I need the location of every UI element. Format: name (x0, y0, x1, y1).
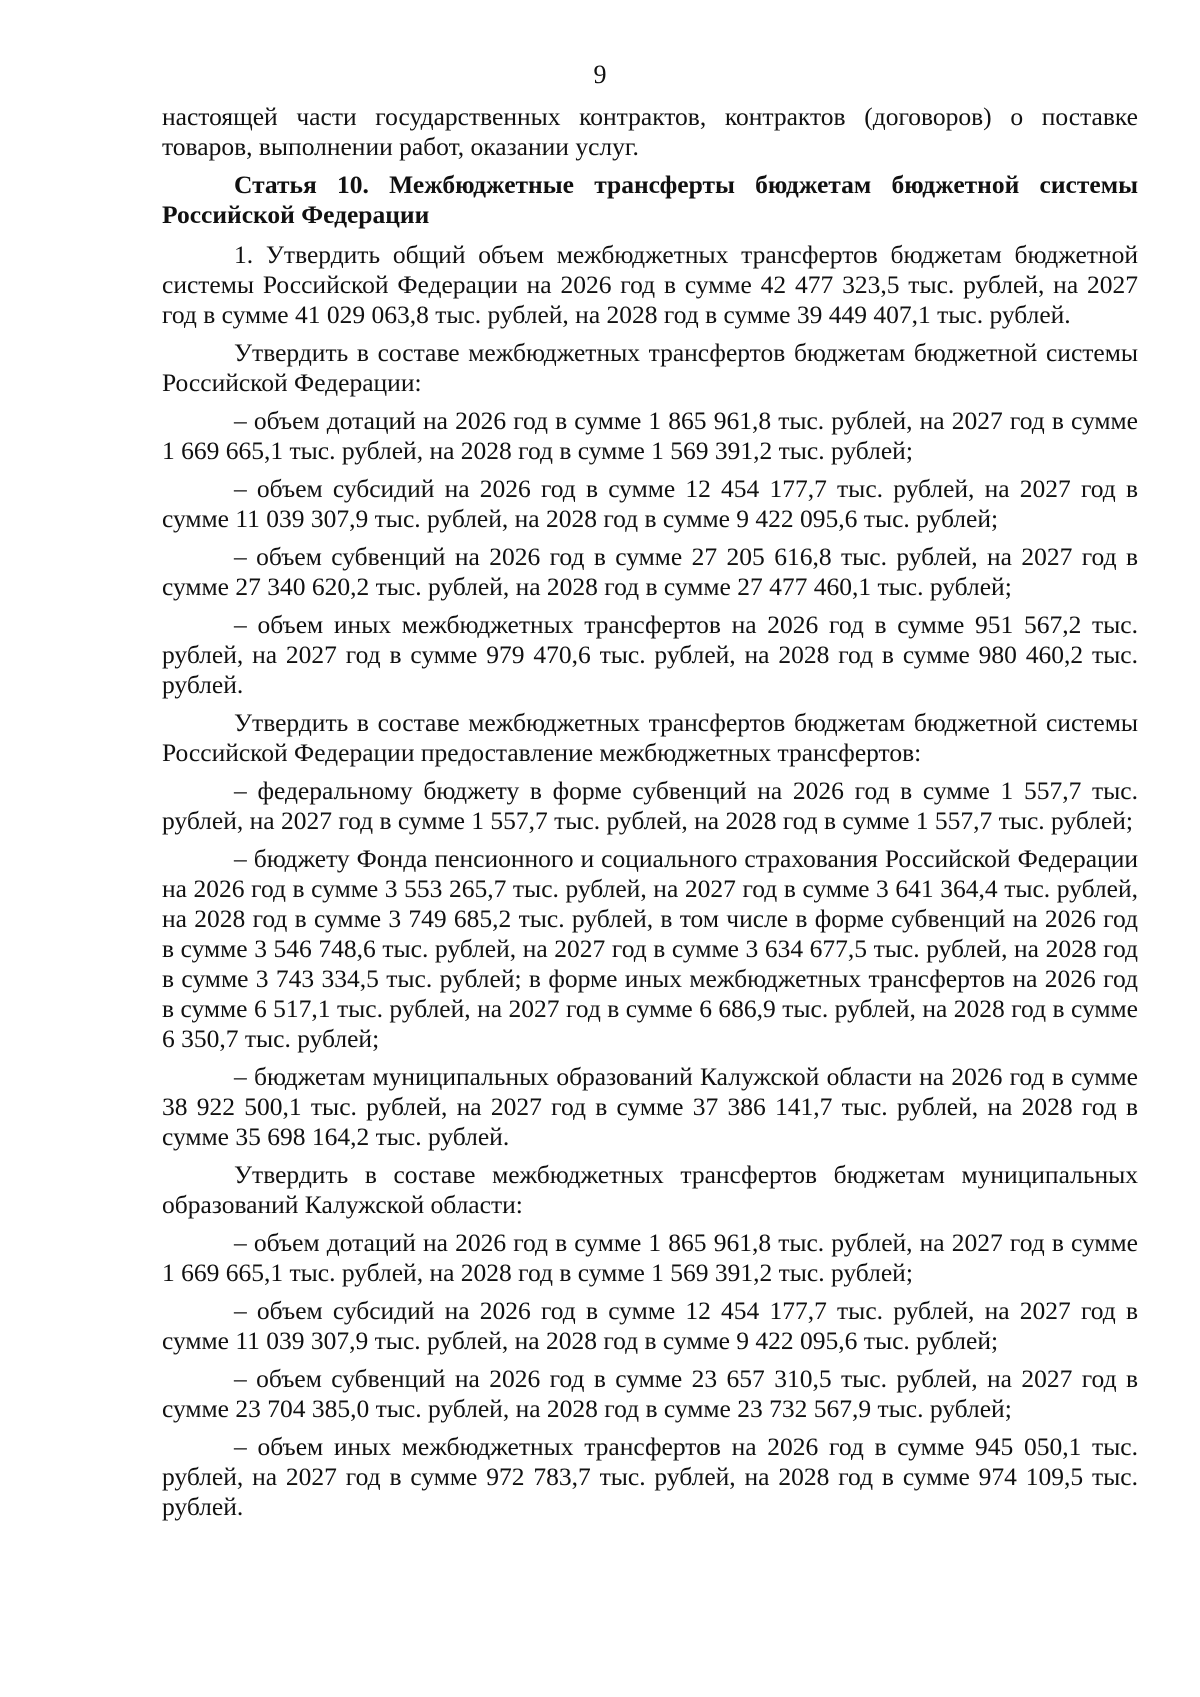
list-item-municipal-subsidies: – объем субсидий на 2026 год в сумме 12 454 177,7 тыс. рублей, на 2027 год в сумме 11 039 307,9 тыс. рублей, на 2028 год в сумме 9 422 095,6 тыс. рублей; (162, 1296, 1138, 1355)
paragraph-continuation: настоящей части государственных контрактов, контрактов (договоров) о поставке товаров, выполнении работ, оказании услуг. (162, 102, 1138, 161)
list-item-municipal-dotations: – объем дотаций на 2026 год в сумме 1 865 961,8 тыс. рублей, на 2027 год в сумме 1 669 665,1 тыс. рублей, на 2028 год в сумме 1 569 391,2 тыс. рублей; (162, 1228, 1138, 1287)
paragraph-approve-provision: Утвердить в составе межбюджетных трансфертов бюджетам бюджетной системы Российской Федерации предоставление межбюджетных трансфертов: (162, 708, 1138, 767)
list-item-pension-fund: – бюджету Фонда пенсионного и социального страхования Российской Федерации на 2026 год в сумме 3 553 265,7 тыс. рублей, на 2027 год в сумме 3 641 364,4 тыс. рублей, на 2028 год в сумме 3 749 685,2 тыс. рублей, в том числе в форме субвенций на 2026 год в сумме 3 546 748,6 тыс. рублей, на 2027 год в сумме 3 634 677,5 тыс. рублей, на 2028 год в сумме 3 743 334,5 тыс. рублей; в форме иных межбюджетных трансфертов на 2026 год в сумме 6 517,1 тыс. рублей, на 2027 год в сумме 6 686,9 тыс. рублей, на 2028 год в сумме 6 350,7 тыс. рублей; (162, 844, 1138, 1053)
list-item-municipal-other-transfers: – объем иных межбюджетных трансфертов на 2026 год в сумме 945 050,1 тыс. рублей, на 2027 год в сумме 972 783,7 тыс. рублей, на 2028 год в сумме 974 109,5 тыс. рублей. (162, 1432, 1138, 1521)
page-number: 9 (593, 60, 607, 89)
paragraph-total-transfers: 1. Утвердить общий объем межбюджетных трансфертов бюджетам бюджетной системы Российской Федерации на 2026 год в сумме 42 477 323,5 тыс. рублей, на 2027 год в сумме 41 029 063,8 тыс. рублей, на 2028 год в сумме 39 449 407,1 тыс. рублей. (162, 240, 1138, 329)
list-item-dotations: – объем дотаций на 2026 год в сумме 1 865 961,8 тыс. рублей, на 2027 год в сумме 1 669 665,1 тыс. рублей, на 2028 год в сумме 1 569 391,2 тыс. рублей; (162, 406, 1138, 465)
paragraph-approve-municipal: Утвердить в составе межбюджетных трансфертов бюджетам муниципальных образований Калужской области: (162, 1160, 1138, 1219)
list-item-subsidies: – объем субсидий на 2026 год в сумме 12 454 177,7 тыс. рублей, на 2027 год в сумме 11 039 307,9 тыс. рублей, на 2028 год в сумме 9 422 095,6 тыс. рублей; (162, 474, 1138, 533)
document-body (162, 102, 1138, 1530)
list-item-municipal-budgets: – бюджетам муниципальных образований Калужской области на 2026 год в сумме 38 922 500,1 тыс. рублей, на 2027 год в сумме 37 386 141,7 тыс. рублей, на 2028 год в сумме 35 698 164,2 тыс. рублей. (162, 1062, 1138, 1151)
list-item-other-transfers: – объем иных межбюджетных трансфертов на 2026 год в сумме 951 567,2 тыс. рублей, на 2027 год в сумме 979 470,6 тыс. рублей, на 2028 год в сумме 980 460,2 тыс. рублей. (162, 610, 1138, 699)
list-item-subventions: – объем субвенций на 2026 год в сумме 27 205 616,8 тыс. рублей, на 2027 год в сумме 27 340 620,2 тыс. рублей, на 2028 год в сумме 27 477 460,1 тыс. рублей; (162, 542, 1138, 601)
list-item-municipal-subventions: – объем субвенций на 2026 год в сумме 23 657 310,5 тыс. рублей, на 2027 год в сумме 23 704 385,0 тыс. рублей, на 2028 год в сумме 23 732 567,9 тыс. рублей; (162, 1364, 1138, 1423)
paragraph-approve-composition: Утвердить в составе межбюджетных трансфертов бюджетам бюджетной системы Российской Федерации: (162, 338, 1138, 397)
list-item-federal-budget: – федеральному бюджету в форме субвенций на 2026 год в сумме 1 557,7 тыс. рублей, на 2027 год в сумме 1 557,7 тыс. рублей, на 2028 год в сумме 1 557,7 тыс. рублей; (162, 776, 1138, 835)
article-heading: Статья 10. Межбюджетные трансферты бюджетам бюджетной системы Российской Федерации (162, 170, 1138, 229)
